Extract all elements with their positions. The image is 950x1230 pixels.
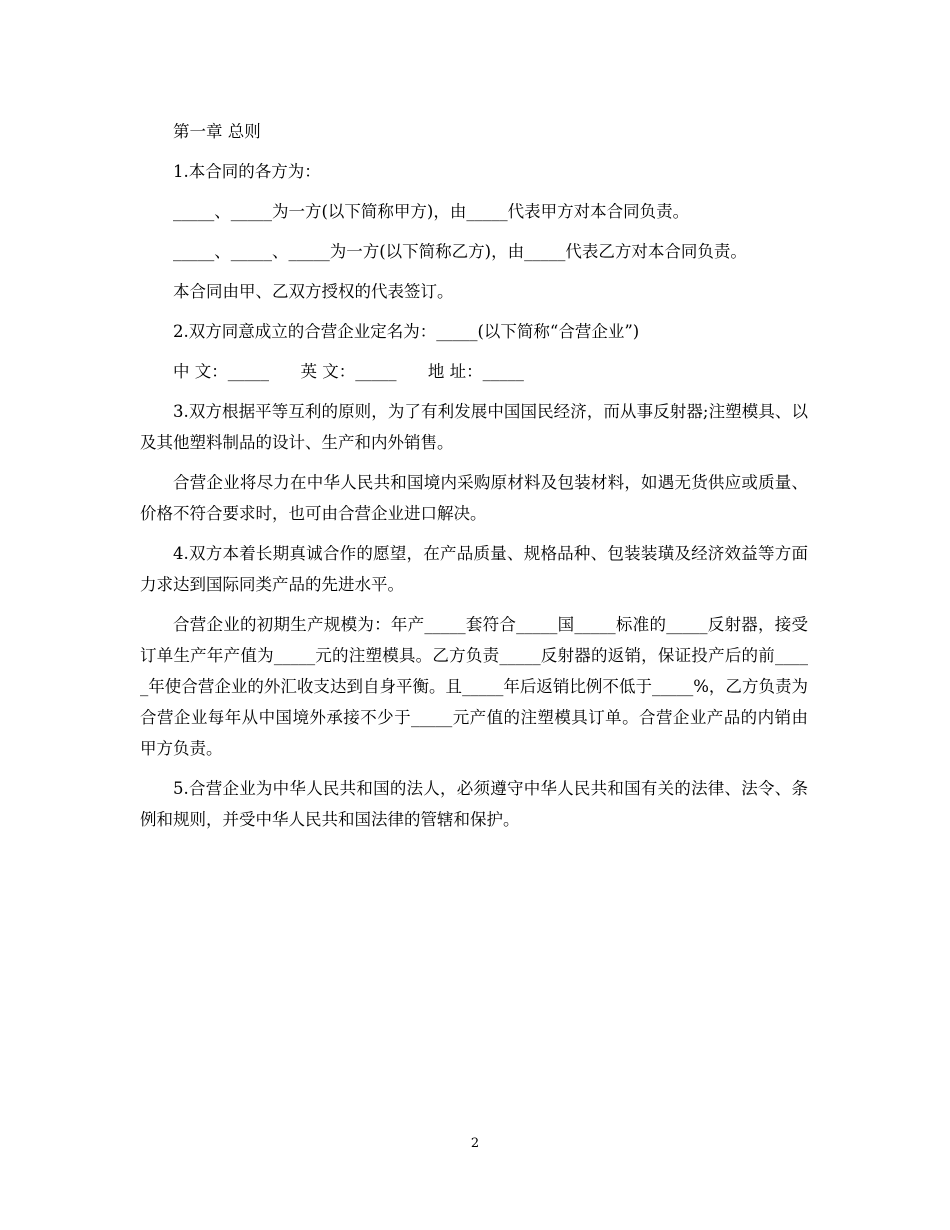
paragraph-quality-goal: 4.双方本着长期真诚合作的愿望，在产品质量、规格品种、包装装璜及经济效益等方面力求达到国际同类产品的先进水平。 <box>140 544 808 594</box>
paragraph-legal-status: 5.合营企业为中华人民共和国的法人，必须遵守中华人民共和国有关的法律、法令、条例和规则，并受中华人民共和国法律的管辖和保护。 <box>140 779 808 829</box>
paragraph-business-scope: 3.双方根据平等互利的原则，为了有利发展中国国民经济，而从事反射器;注塑模具、以及其他塑料制品的设计、生产和内外销售。 <box>140 402 808 452</box>
document-body <box>140 116 808 844</box>
paragraph-procurement: 合营企业将尽力在中华人民共和国境内采购原材料及包装材料，如遇无货供应或质量、价格不符合要求时，也可由合营企业进口解决。 <box>140 473 808 523</box>
paragraph-company-name: 2.双方同意成立的合营企业定名为：_____(以下简称“合营企业”) <box>173 322 640 341</box>
paragraph-party-a: _____、_____为一方(以下简称甲方)，由_____代表甲方对本合同负责。 <box>173 202 690 221</box>
chapter-heading: 第一章 总则 <box>173 122 261 141</box>
paragraph-party-b: _____、_____、_____为一方(以下简称乙方)，由_____代表乙方对本合同负责。 <box>173 242 747 261</box>
paragraph-name-address-fields: 中 文：_____ 英 文：_____ 地 址：_____ <box>173 362 524 381</box>
paragraph-signing: 本合同由甲、乙双方授权的代表签订。 <box>173 282 454 301</box>
paragraph-parties-intro: 1.本合同的各方为： <box>173 162 321 181</box>
paragraph-production-scale: 合营企业的初期生产规模为：年产_____套符合_____国_____标准的_____反射器，接受订单生产年产值为_____元的注塑模具。乙方负责_____反射器的返销，保证投产后的前_____年使合营企业的外汇收支达到自身平衡。且_____年后返销比例不低于_____%，乙方负责为合营企业每年从中国境外承接不少于_____元产值的注塑模具订单。合营企业产品的内销由甲方负责。 <box>140 615 808 758</box>
page-number: 2 <box>470 1136 480 1151</box>
